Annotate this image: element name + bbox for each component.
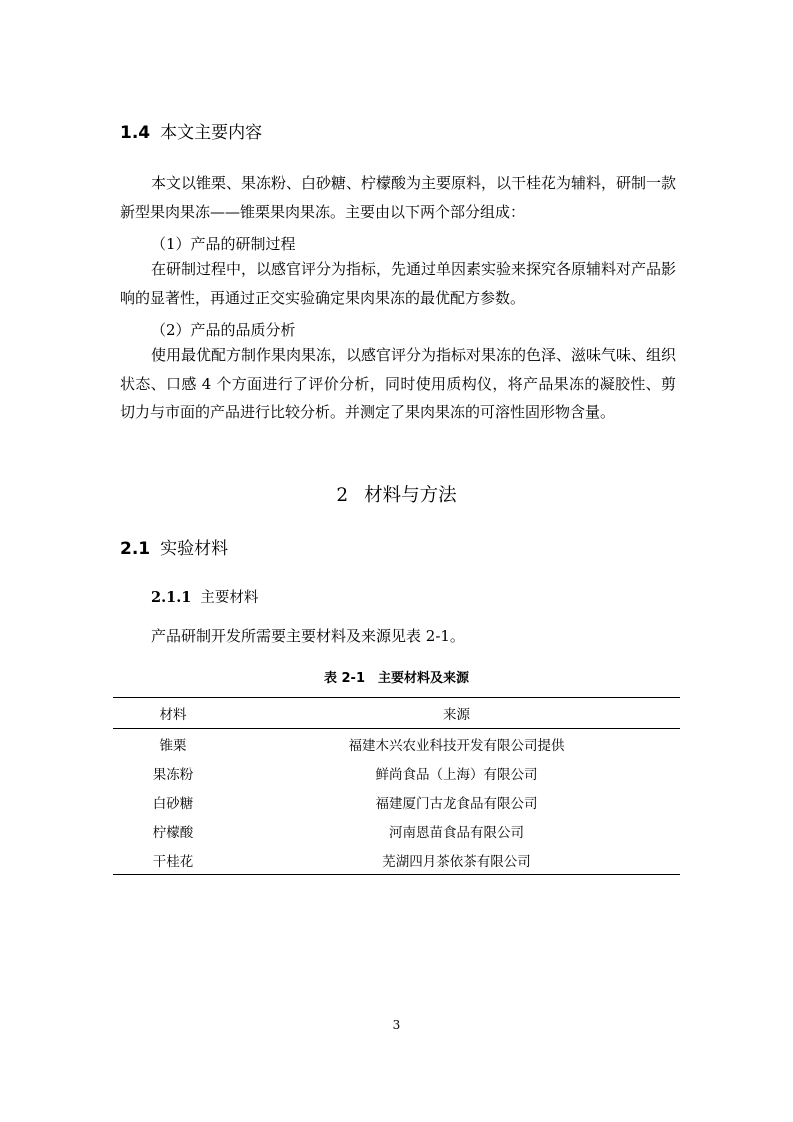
section-2-1-title: 实验材料 (160, 539, 229, 559)
cell-source: 芜湖四月茶依茶有限公司 (233, 845, 680, 875)
cell-material: 果冻粉 (152, 766, 194, 783)
table-row (113, 816, 680, 845)
section-2-1-number: 2.1 (120, 539, 151, 559)
cell-material: 干桂花 (113, 845, 233, 875)
materials-intro: 产品研制开发所需要主要材料及来源见表 2-1。 (151, 627, 465, 645)
header-source: 来源 (233, 698, 680, 729)
section-2-1-1-heading (151, 586, 258, 607)
header-material: 材料 (113, 698, 233, 729)
cell-source: 福建厦门古龙食品有限公司 (375, 795, 538, 812)
cell-source: 鲜尚食品（上海）有限公司 (375, 766, 538, 783)
table-row (113, 845, 680, 875)
section-1-4-title: 本文主要内容 (160, 123, 263, 143)
intro-paragraph: 本文以锥栗、果冻粉、白砂糖、柠檬酸为主要原料，以干桂花为辅料，研制一款新型果肉果冻——锥栗果肉果冻。主要由以下两个部分组成： (120, 174, 677, 221)
chapter-2-number: 2 (336, 485, 349, 506)
page-number: 3 (392, 1018, 401, 1032)
table-row (113, 787, 680, 816)
table-row (113, 758, 680, 787)
section-2-1-1-number: 2.1.1 (151, 589, 192, 606)
table-row (113, 729, 680, 759)
item1-title: （1）产品的研制过程 (151, 235, 296, 253)
cell-material: 锥栗 (159, 737, 187, 754)
item2-title: （2）产品的品质分析 (151, 321, 296, 339)
section-1-4-heading (120, 118, 262, 143)
table-caption: 表 2-1 主要材料及来源 (323, 671, 469, 686)
chapter-2-title: 材料与方法 (364, 485, 457, 506)
cell-material: 柠檬酸 (152, 824, 194, 841)
cell-source: 福建木兴农业科技开发有限公司提供 (348, 737, 565, 754)
table-header-row (113, 698, 680, 729)
item1-paragraph: 在研制过程中，以感官评分为指标，先通过单因素实验来探究各原辅料对产品影响的显著性，再通过正交实验确定果肉果冻的最优配方参数。 (120, 260, 677, 307)
section-1-4-number: 1.4 (120, 123, 151, 143)
item2-paragraph: 使用最优配方制作果肉果冻，以感官评分为指标对果冻的色泽、滋味气味、组织状态、口感 4 个方面进行了评价分析，同时使用质构仪，将产品果冻的凝胶性、剪切力与市面的产品进行比较分析。并测定了果肉果冻的可溶性固形物含量。 (120, 346, 677, 421)
cell-material: 白砂糖 (152, 795, 194, 812)
section-2-1-heading (120, 534, 228, 559)
cell-source: 河南恩苗食品有限公司 (389, 824, 524, 841)
chapter-2-heading (0, 481, 793, 507)
section-2-1-1-title: 主要材料 (200, 590, 259, 606)
materials-table (113, 697, 680, 875)
